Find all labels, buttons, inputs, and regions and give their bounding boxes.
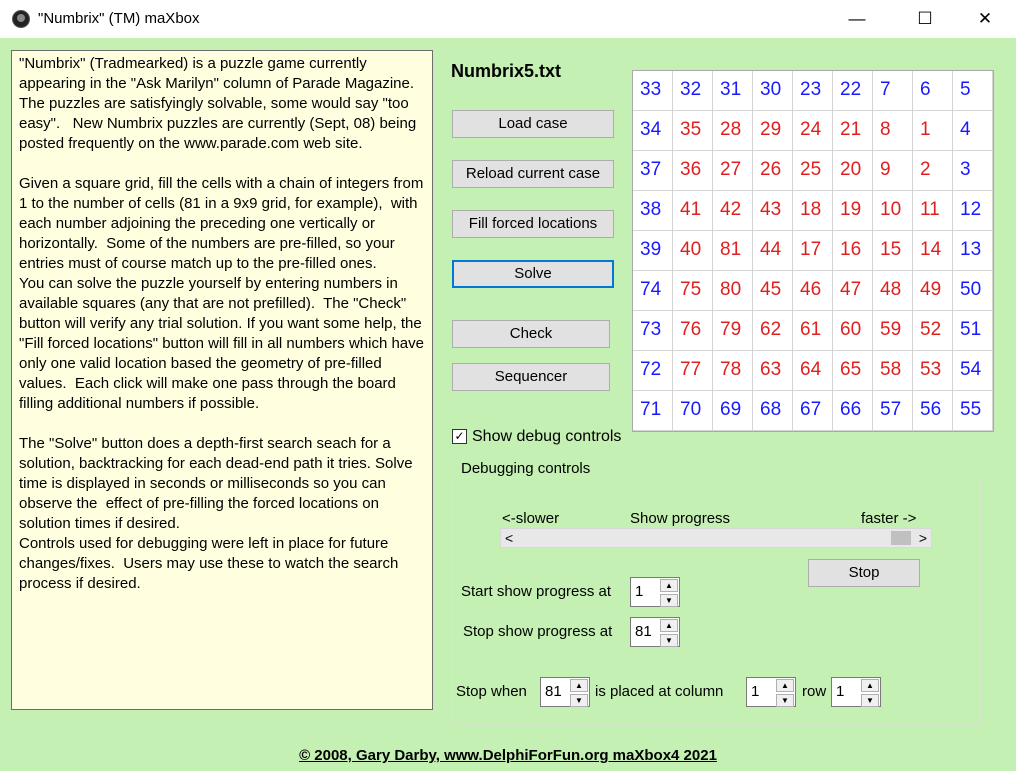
grid-cell[interactable]: 24 [793,111,833,151]
grid-cell[interactable]: 47 [833,271,873,311]
copyright-link[interactable]: © 2008, Gary Darby, www.DelphiForFun.org maXbox4 2021 [299,747,717,764]
spin-down-icon[interactable]: ▼ [660,594,678,607]
speed-scrollbar[interactable] [500,528,932,548]
grid-cell[interactable]: 16 [833,231,873,271]
grid-cell[interactable]: 55 [953,391,993,431]
grid-cell[interactable]: 40 [673,231,713,271]
check-button[interactable]: Check [452,320,610,348]
grid-cell[interactable]: 65 [833,351,873,391]
start-progress-spinner[interactable] [630,577,680,607]
maximize-button[interactable]: ☐ [917,9,933,28]
puzzle-grid [632,70,994,432]
load-case-button[interactable]: Load case [452,110,614,138]
spin-down-icon[interactable]: ▼ [570,694,588,707]
grid-cell[interactable]: 46 [793,271,833,311]
show-debug-checkbox[interactable]: ✓ [452,429,467,444]
close-button[interactable]: ✕ [977,9,993,28]
grid-cell[interactable]: 79 [713,311,753,351]
start-progress-value[interactable]: 1 [635,583,644,600]
grid-cell[interactable]: 76 [673,311,713,351]
grid-cell[interactable]: 75 [673,271,713,311]
row-value[interactable]: 1 [836,683,845,700]
grid-cell[interactable]: 14 [913,231,953,271]
memo-paragraph: You can solve the puzzle yourself by entering numbers in available squares (any that are not prefilled). The "Check" button will verify any trial solution. If you want some help, the "Fill forced locations" button will fill in all numbers which have only one valid location based the geometry of pre-filled values. Each click will make one pass through the board filling additional numbers if possible. [19,275,429,412]
memo-gap [19,414,425,434]
spin-up-icon[interactable]: ▲ [776,679,794,692]
grid-cell[interactable]: 74 [633,271,673,311]
grid-cell[interactable]: 32 [673,71,713,111]
grid-cell[interactable]: 33 [633,71,673,111]
faster-label: faster -> [861,510,917,527]
grid-cell[interactable]: 78 [713,351,753,391]
grid-cell[interactable]: 50 [953,271,993,311]
grid-cell[interactable]: 31 [713,71,753,111]
grid-cell[interactable]: 70 [673,391,713,431]
grid-cell[interactable]: 58 [873,351,913,391]
grid-cell[interactable]: 45 [753,271,793,311]
grid-cell[interactable]: 8 [873,111,913,151]
grid-cell[interactable]: 23 [793,71,833,111]
grid-cell[interactable]: 42 [713,191,753,231]
grid-cell[interactable]: 29 [753,111,793,151]
memo-paragraph: Controls used for debugging were left in place for future changes/fixes. Users may use these to watch the search process if desired. [19,535,403,592]
grid-cell[interactable]: 15 [873,231,913,271]
stop-button[interactable]: Stop [808,559,920,587]
solve-button[interactable]: Solve [452,260,614,288]
grid-cell[interactable]: 17 [793,231,833,271]
grid-cell[interactable]: 22 [833,71,873,111]
spin-down-icon[interactable]: ▼ [861,694,879,707]
stop-progress-spinner[interactable] [630,617,680,647]
spin-down-icon[interactable]: ▼ [776,694,794,707]
grid-cell[interactable]: 4 [953,111,993,151]
slower-label: <-slower [502,510,560,527]
description-memo[interactable] [11,50,433,710]
grid-cell[interactable]: 25 [793,151,833,191]
grid-cell[interactable]: 20 [833,151,873,191]
memo-gap [19,154,425,174]
grid-cell[interactable]: 38 [633,191,673,231]
grid-cell[interactable]: 81 [713,231,753,271]
file-name-label: Numbrix5.txt [451,61,562,81]
column-value[interactable]: 1 [751,683,760,700]
memo-paragraph: The "Solve" button does a depth-first search seach for a solution, backtracking for each dead-end path it tries. Solve time is displayed in seconds or milliseconds so you can observe the effect of pre-filling the forced locations on solution times if desired. [19,435,417,532]
grid-cell[interactable]: 1 [913,111,953,151]
grid-cell[interactable]: 56 [913,391,953,431]
stop-when-spinner[interactable] [540,677,590,707]
grid-cell[interactable]: 63 [753,351,793,391]
grid-cell[interactable]: 19 [833,191,873,231]
show-progress-label: Show progress [630,510,731,527]
grid-cell[interactable]: 39 [633,231,673,271]
grid-cell[interactable]: 61 [793,311,833,351]
grid-cell[interactable]: 12 [953,191,993,231]
grid-cell[interactable]: 3 [953,151,993,191]
grid-cell[interactable]: 71 [633,391,673,431]
stop-when-label: Stop when [456,683,527,700]
grid-cell[interactable]: 73 [633,311,673,351]
start-progress-label: Start show progress at [461,583,612,600]
title-bar [0,0,1016,38]
grid-cell[interactable]: 64 [793,351,833,391]
grid-cell[interactable]: 9 [873,151,913,191]
grid-cell[interactable]: 11 [913,191,953,231]
grid-cell[interactable]: 68 [753,391,793,431]
debug-group-title: Debugging controls [461,460,591,477]
grid-cell[interactable]: 41 [673,191,713,231]
spin-up-icon[interactable]: ▲ [660,579,678,592]
reload-case-button[interactable]: Reload current case [452,160,614,188]
sequencer-button[interactable]: Sequencer [452,363,610,391]
memo-paragraph: Given a square grid, fill the cells with a chain of integers from 1 to the number of cells (81 in a 9x9 grid, for example), with each number adjoining the preceding one vertically or horizontally. Some of the numbers are pre-filled, so your entries must of course match up to the pre-filled ones. [19,175,428,272]
grid-cell[interactable]: 80 [713,271,753,311]
memo-paragraph: "Numbrix" (Tradmearked) is a puzzle game currently appearing in the "Ask Marilyn" column of Parade Magazine. The puzzles are satisfyingly solvable, some would say "too easy". New Numbrix puzzles are currently (Sept, 08) being posted frequently on the www.parade.com web site. [19,55,423,152]
grid-cell[interactable]: 77 [673,351,713,391]
stop-progress-label: Stop show progress at [463,623,613,640]
grid-cell[interactable]: 59 [873,311,913,351]
grid-cell[interactable]: 52 [913,311,953,351]
grid-cell[interactable]: 21 [833,111,873,151]
scroll-right-arrow-icon[interactable]: > [918,530,927,546]
grid-cell[interactable]: 35 [673,111,713,151]
placed-column-label: is placed at column [595,683,724,700]
minimize-button[interactable]: — [848,9,866,28]
grid-cell[interactable]: 34 [633,111,673,151]
grid-cell[interactable]: 51 [953,311,993,351]
scroll-thumb[interactable] [891,531,911,545]
spin-down-icon[interactable]: ▼ [660,634,678,647]
row-spinner[interactable] [831,677,881,707]
grid-cell[interactable]: 18 [793,191,833,231]
stop-progress-value[interactable]: 81 [635,623,652,640]
grid-cell[interactable]: 6 [913,71,953,111]
grid-cell[interactable]: 62 [753,311,793,351]
grid-cell[interactable]: 26 [753,151,793,191]
grid-cell[interactable]: 44 [753,231,793,271]
grid-cell[interactable]: 72 [633,351,673,391]
grid-cell[interactable]: 37 [633,151,673,191]
spin-up-icon[interactable]: ▲ [861,679,879,692]
grid-cell[interactable]: 13 [953,231,993,271]
grid-cell[interactable]: 5 [953,71,993,111]
grid-cell[interactable]: 60 [833,311,873,351]
grid-cell[interactable]: 69 [713,391,753,431]
grid-cell[interactable]: 48 [873,271,913,311]
scroll-left-arrow-icon[interactable]: < [505,530,514,546]
row-label: row [802,683,827,700]
grid-cell[interactable]: 2 [913,151,953,191]
grid-cell[interactable]: 7 [873,71,913,111]
grid-cell[interactable]: 27 [713,151,753,191]
grid-cell[interactable]: 10 [873,191,913,231]
column-spinner[interactable] [746,677,796,707]
grid-cell[interactable]: 43 [753,191,793,231]
grid-cell[interactable]: 67 [793,391,833,431]
spin-up-icon[interactable]: ▲ [660,619,678,632]
app-icon [12,10,30,28]
grid-cell[interactable]: 57 [873,391,913,431]
grid-cell[interactable]: 53 [913,351,953,391]
stop-when-value[interactable]: 81 [545,683,562,700]
fill-forced-button[interactable]: Fill forced locations [452,210,614,238]
show-debug-label[interactable]: Show debug controls [472,428,622,445]
grid-cell[interactable]: 49 [913,271,953,311]
grid-cell[interactable]: 36 [673,151,713,191]
grid-cell[interactable]: 28 [713,111,753,151]
grid-cell[interactable]: 66 [833,391,873,431]
grid-cell[interactable]: 30 [753,71,793,111]
grid-cell[interactable]: 54 [953,351,993,391]
window-title: "Numbrix" (TM) maXbox [38,10,200,27]
spin-up-icon[interactable]: ▲ [570,679,588,692]
